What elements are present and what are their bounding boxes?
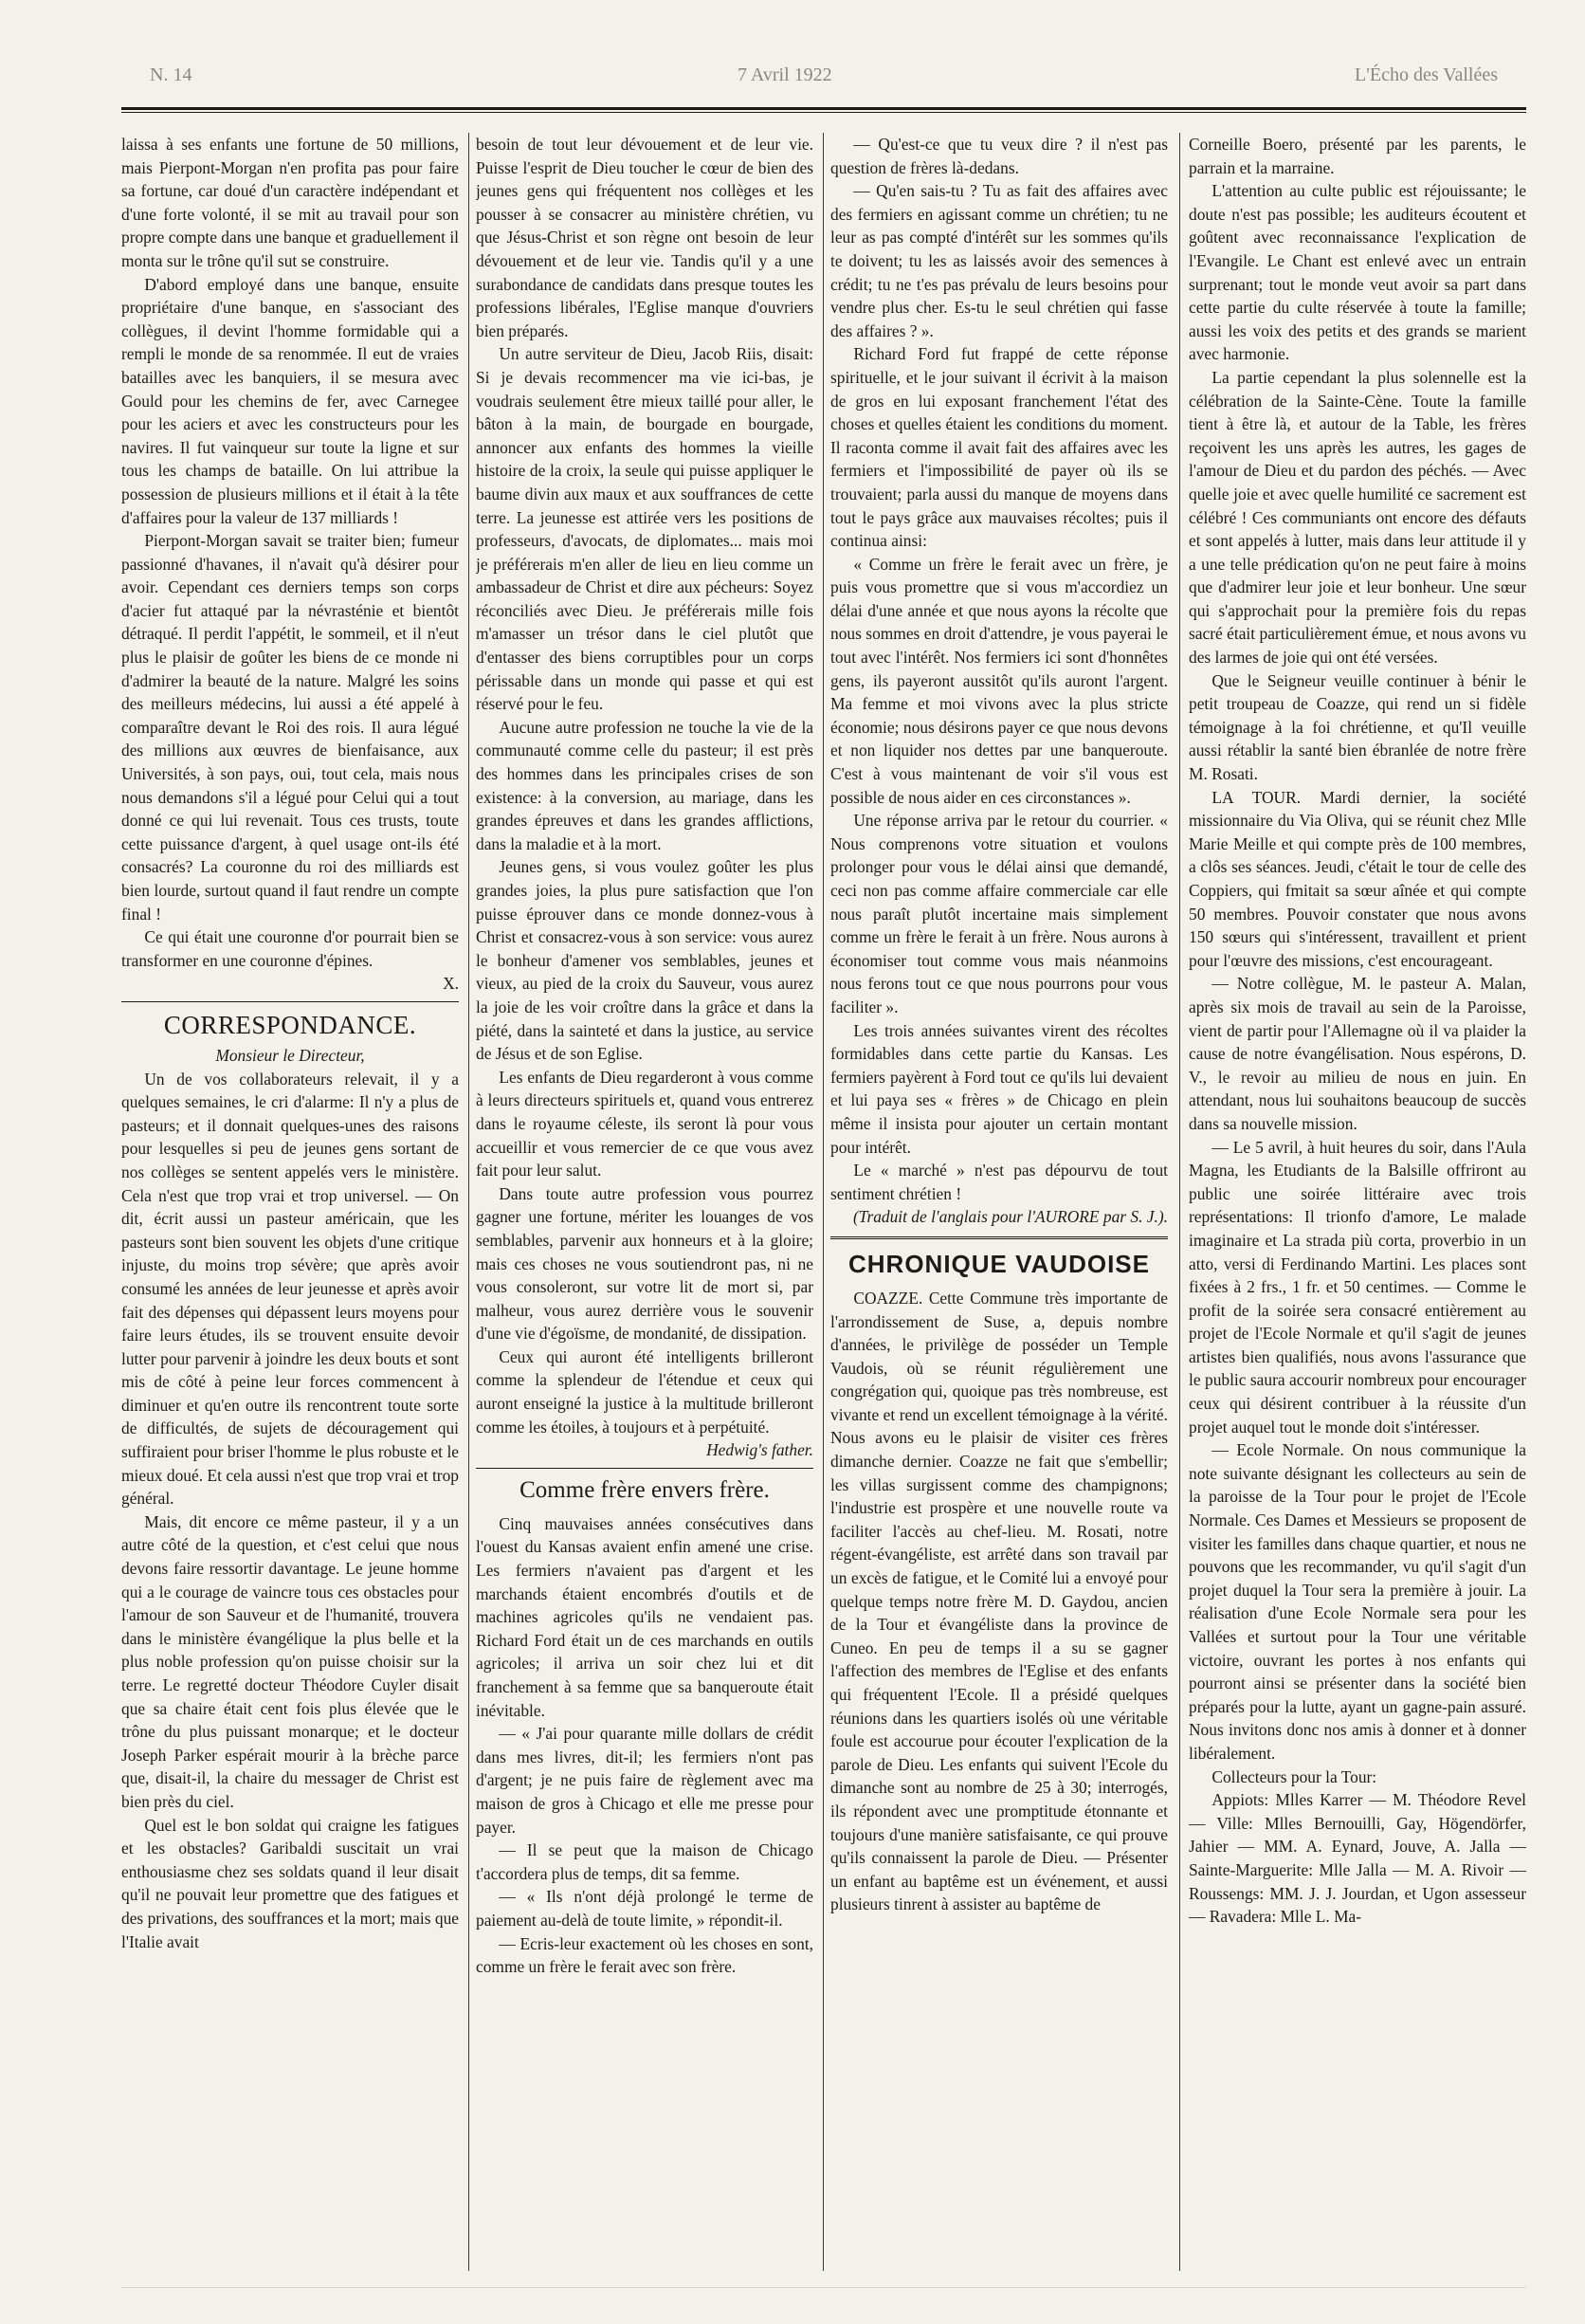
paragraph: — Il se peut que la maison de Chicago t'accordera plus de temps, dit sa femme. [476, 1840, 813, 1883]
paragraph: — Le 5 avril, à huit heures du soir, dans l'Aula Magna, les Etudiants de la Balsille offriront au public une soirée littéraire avec trois représentations: Il trionfo d'amore, Le malade imaginaire et La strada più corta, proverbio in un atto, versi di Ferdinando Martini. Les places sont fixées à 2 frs., 1 fr. et 50 centimes. — Comme le profit de la soirée sera consacré entièrement au projet de l'Ecole Normale et qu'il s'agit de jeunes artistes bien qualifiés, nous avons l'assurance que le public saura accourir nombreux pour encourager ceux qui désirent contribuer à la réussite d'un projet auquel tout le monde doit s'intéresser. [1189, 1137, 1526, 1436]
paragraph: Ceux qui auront été intelligents brilleront comme la splendeur de l'étendue et ceux qui auront enseigné la justice à la multitude brilleront comme les étoiles, à toujours et à perpétuité. [476, 1346, 813, 1436]
section-rule [476, 1468, 813, 1469]
column-2 [476, 133, 813, 2271]
translation-credit: (Traduit de l'anglais pour l'AURORE par S. J.). [852, 1207, 1168, 1227]
bottom-edge [121, 2287, 1526, 2288]
column-1 [121, 133, 459, 2271]
paragraph: Un de vos collaborateurs relevait, il y a quelques semaines, le cri d'alarme: Il n'y a plus de pasteurs; et il donnait quelques-unes des raisons pour lesquelles si peu de jeunes gens sortant de nos collèges se sentent appelés vers le ministère. Cela n'est que trop vrai et trop universel. — On dit, écrit aussi un pasteur américain, que les pasteurs sont bien souvent les objets d'une critique injuste, du moins trop sévère; que après avoir consumé les années de leur jeunesse et après avoir fait des dépenses qui dépassent leurs moyens pour faire leurs études, ils se trouvent ensuite devoir lutter pour parvenir à joindre les deux bouts et sont mis de côté à peine leur forces commencent à diminuer et qu'en outre ils rencontrent toute sorte de difficultés, de sujets de découragement qui suffiraient pour briser l'homme le plus robuste et le mieux doué. Et cela aussi n'est que trop vrai et trop général. [121, 1069, 459, 1509]
paragraph: D'abord employé dans une banque, ensuite propriétaire d'une banque, en s'associant des collègues, il devint l'homme formidable qui a rempli le monde de sa renommée. Il eut de vraies batailles avec les banquiers, il se mesura avec Gould pour les chemins de fer, avec Carnegee pour les aciers et avec les constructeurs pour les navires. Il fut vainqueur sur toute la ligne et sur tous les champs de bataille. On lui attribue la possession de plusieurs millions et il était à la tête d'affaires pour la valeur de 137 milliards ! [121, 274, 459, 527]
paragraph: Ce qui était une couronne d'or pourrait bien se transformer en une couronne d'épines. [121, 927, 459, 970]
paragraph: — Ecris-leur exactement où les choses en sont, comme un frère le ferait avec son frère. [476, 1933, 813, 1977]
column-divider [823, 133, 824, 2271]
section-rule [121, 1001, 459, 1002]
paragraph: COAZZE. Cette Commune très importante de l'arrondissement de Suse, a, depuis nombre d'années, le privilège de posséder un Temple Vaudois, où se réunit régulièrement une congrégation qui, quoique pas très nombreuse, est vivante et rend un excellent témoignage à la vérité. Nous avons eu le plaisir de visiter ces frères dimanche dernier. Coazze ne fait que s'embellir; les villas surgissent comme des champignons; l'industrie est prospère et une nouvelle route va faciliter l'accès au chef-lieu. M. Rosati, notre régent-évangéliste, est arrêté dans son travail par un excès de fatigue, et le Comité lui a envoyé pour quelque temps notre frère M. D. Gaydou, ancien de la Tour et évangéliste dans la province de Cuneo. En peu de temps il a su se gagner l'affection des membres de l'Eglise et des enfants qui fréquentent l'Ecole. Il a présidé quelques réunions dans les quartiers isolés où une véritable foule est accourue pour écouter l'explication de la parole de Dieu. Les enfants qui suivent l'Ecole du dimanche sont au nombre de 25 à 30; interrogés, ils répondent avec une promptitude étonnante et toujours d'une manière satisfaisante, ce qui prouve qu'ils connaissent la parole de Dieu. — Présenter un enfant au baptême est un événement, et aussi plusieurs tinrent à assister au baptême de [830, 1288, 1168, 1914]
paragraph: Appiots: Mlles Karrer — M. Théodore Revel — Ville: Mlles Bernouilli, Gay, Högendörfer, Jahier — MM. A. Eynard, Jouve, A. Jalla — Sainte-Marguerite: Mlle Jalla — M. A. Rivoir — Roussengs: MM. J. J. Jourdan, et Ugon assesseur — Ravadera: Mlle L. Ma- [1189, 1790, 1526, 1927]
paragraph: Les trois années suivantes virent des récoltes formidables dans cette partie du Kansas. Les fermiers payèrent à Ford tout ce qu'ils lui devaient et lui paya ses « frères » de Chicago en plein même il insista pour ajouter un certain montant pour intérêt. [830, 1020, 1168, 1157]
article-heading: Comme frère envers frère. [519, 1476, 770, 1503]
column-divider [1179, 133, 1180, 2271]
paragraph: LA TOUR. Mardi dernier, la société missionnaire du Via Oliva, qui se réunit chez Mlle Marie Meille et qui compte près de 100 membres, a clôs ses séances. Jeudi, c'était le tour de celle des Coppiers, qui fmitait sa sœur aînée et qui compte 50 membres. Pouvoir constater que nous avons 150 sœurs qui s'intéressent, travaillent et prient pour l'œuvre des missions, c'est encourageant. [1189, 787, 1526, 970]
section-rule [830, 1236, 1168, 1241]
paragraph: Aucune autre profession ne touche la vie de la communauté comme celle du pasteur; il est près des hommes dans les principales crises de son existence: à la conversion, au mariage, dans les grandes épreuves et dans les grandes afflictions, dans la maladie et à la mort. [476, 717, 813, 853]
paragraph: — Qu'en sais-tu ? Tu as fait des affaires avec des fermiers en agissant comme un chrétien; tu ne leur as pas compté d'intérêt sur les sommes qu'ils te doivent; tu les as laissés avoir des semences à crédit; tu ne t'es pas prévalu de leurs besoins pour vendre plus cher. Es-tu le seul chrétien qui fasse des affaires ? ». [830, 181, 1168, 340]
paragraph: Pierpont-Morgan savait se traiter bien; fumeur passionné d'havanes, il n'avait qu'à désirer pour avoir. Cependant ces derniers temps son corps d'acier fut attaqué par la névrasténie et bientôt détraqué. Il perdit l'appétit, le sommeil, et il n'eut plus le plaisir de goûter les biens de ce monde ni d'admirer la beauté de la nature. Malgré les soins des meilleurs médecins, lui aussi a été appelé à comparaître devant le Roi des rois. Il aura légué des millions aux œuvres de bienfaisance, aux Universités, à son pays, oui, tout cela, mais nous nous demandons s'il a légué pour Celui qui a tout donné ce qui lui revenait. Tous ces trusts, toute cette puissance d'argent, à quel usage ont-ils été consacrés? La couronne du roi des milliards est bien lourde, surtout quand il faut rendre un compte final ! [121, 531, 459, 924]
paragraph: L'attention au culte public est réjouissante; le doute n'est pas possible; les auditeurs écoutent et goûtent avec reconnaissance l'explication de l'Evangile. Le Chant est enlevé avec un entrain surprenant; tout le monde veut avoir sa part dans cette partie du culte réservée à toute la famille; aussi les voix des petits et des grands se marient avec harmonie. [1189, 181, 1526, 364]
issue-number: N. 14 [150, 64, 192, 85]
paragraph: Collecteurs pour la Tour: [1212, 1766, 1377, 1786]
paragraph: — Qu'est-ce que tu veux dire ? il n'est pas question de frères là-dedans. [830, 135, 1168, 177]
paragraph: Que le Seigneur veuille continuer à bénir le petit troupeau de Coazze, qui rend un si fidèle témoignage à la foi chrétienne, et qu'Il veuille aussi rétablir la santé bien ébranlée de notre frère M. Rosati. [1189, 670, 1526, 784]
paragraph: « Comme un frère le ferait avec un frère, je puis vous promettre que si vous m'accordiez un délai d'une année et que nous ayons la récolte que nous sommes en droit d'attendre, je vous payerai le tout avec l'intérêt. Nos fermiers ici sont d'honnêtes gens, ils payeront aussitôt qu'ils auront l'argent. Ma femme et moi vivons avec la plus stricte économie; nous désirons payer ce que nous devons et non liquider nos dettes par une banqueroute. C'est à vous maintenant de voir s'il vous est possible de nous aider en ces circonstances ». [830, 554, 1168, 807]
section-heading-chronique: CHRONIQUE VAUDOISE [848, 1249, 1150, 1278]
top-rule [121, 107, 1526, 113]
paragraph: La partie cependant la plus solennelle est la célébration de la Sainte-Cène. Toute la famille tient à être là, et autour de la Table, les frères reçoivent les uns après les autres, les gages de l'amour de Dieu et du pardon des péchés. — Avec quelle joie et avec quelle humilité ce sacrement est célébré ! Ces communiants ont encore des défauts et sont appelés à lutter, mais dans leur attitude il y a une telle prédication qu'on ne peut faire à moins que d'admirer leur joie et leur bonheur. Une sœur qui s'approchait pour la première fois du repas sacré était particulièrement émue, et nous avons vu des larmes de joie qui ont été versées. [1189, 367, 1526, 668]
column-3 [830, 133, 1168, 2271]
paragraph: Le « marché » n'est pas dépourvu de tout sentiment chrétien ! [830, 1161, 1168, 1203]
paragraph: Dans toute autre profession vous pourrez gagner une fortune, mériter les louanges de vos semblables, parvenir aux honneurs et à la gloire; mais ces choses ne vous soutiendront pas, ni ne vous consoleront, sur votre lit de mort si, par malheur, vous aurez derrière vous le souvenir d'une vie d'égoïsme, de mondanité, de dissipation. [476, 1183, 813, 1344]
paragraph: Les enfants de Dieu regarderont à vous comme à leurs directeurs spirituels et, quand vous entrerez dans le royaume céleste, ils seront là pour vous accueillir et vous remercier de ce que vous avez fait pour leur salut. [476, 1067, 813, 1180]
paragraph: Corneille Boero, présenté par les parents, le parrain et la marraine. [1189, 135, 1526, 177]
paragraph: — Notre collègue, M. le pasteur A. Malan, après six mois de travail au sein de la Paroisse, vient de partir pour l'Allemagne où il va plaider la cause de notre évangélisation. Nous espérons, D. V., le revoir au milieu de nous en juin. En attendant, nous lui souhaitons beaucoup de succès dans sa nouvelle mission. [1189, 974, 1526, 1133]
column-4 [1189, 133, 1526, 2271]
paragraph: Une réponse arriva par le retour du courrier. « Nous comprenons votre situation et voulons prolonger pour vous le délai ainsi que demandé, ceci non pas comme affaire commerciale car elle nous paraît plutôt incertaine mais simplement comme un frère le ferait à un frère. Nous aurons à économiser tout comme vous mais néanmoins nous ferons tout ce que nous pourrons pour vous faciliter ». [830, 811, 1168, 1016]
paragraph: Mais, dit encore ce même pasteur, il y a un autre côté de la question, et c'est celui que nous devons faire ressortir davantage. Le jeune homme qui a le courage de vaincre tous ces obstacles pour l'amour de son Sauveur et de l'humanité, trouvera dans le ministère évangélique la plus belle et la plus noble profession qu'on puisse choisir sur la terre. Le regretté docteur Théodore Cuyler disait que sa chaire était cent fois plus élevée que le trône du plus puissant monarque; et le docteur Joseph Parker espérait mourir à la brèche parce que, disait-il, la chaire du messager de Christ est bien près du ciel. [121, 1511, 459, 1811]
paragraph: — « J'ai pour quarante mille dollars de crédit dans mes livres, dit-il; les fermiers n'ont pas d'argent; je ne puis faire de règlement avec ma maison de gros à Chicago et elle me presse pour payer. [476, 1724, 813, 1837]
masthead [121, 59, 1526, 101]
paragraph: — Ecole Normale. On nous communique la note suivante désignant les collecteurs au sein de la paroisse de la Tour pour le projet de l'Ecole Normale. Ces Dames et Messieurs se proposent de visiter les familles dans chaque quartier, et nous ne pouvons que les recommander, vu qu'il s'agit d'un projet duquel la Tour sera la première à jouir. La réalisation d'une Ecole Normale sera pour les Vallées et surtout pour la Tour une véritable victoire, ouvrant les portes à nos enfants qui pourront ainsi se présenter dans la société bien préparés pour la lutte, ayant un gagne-pain assuré. Nous invitons donc nos amis à donner et à donner libéralement. [1189, 1440, 1526, 1763]
article-signature: X. [443, 974, 459, 994]
journal-title: L'Écho des Vallées [1355, 64, 1498, 85]
paragraph: Cinq mauvaises années consécutives dans l'ouest du Kansas avaient enfin amené une crise. Les fermiers n'avaient pas d'argent et les marchands étaient encombrés d'outils et de machines agricoles qu'ils ne vendaient pas. Richard Ford était un de ces marchands en outils agricoles; il arriva un soir chez lui et dit franchement à sa femme que sa banqueroute était inévitable. [476, 1513, 813, 1720]
paragraph: Quel est le bon soldat qui craigne les fatigues et les obstacles? Garibaldi suscitait un vrai enthousiasme chez ses soldats quand il leur disait qu'il ne pouvait leur promettre que des fatigues et des privations, des souffrances et la mort; mais que l'Italie avait [121, 1815, 459, 1951]
paragraph: laissa à ses enfants une fortune de 50 millions, mais Pierpont-Morgan n'en profita pas pour faire sa fortune, car doué d'un caractère indépendant et d'une forte volonté, il se mit au travail pour son propre compte dans une banque et graduellement il monta sur le trône qu'il sut se construire. [121, 135, 459, 270]
paragraph: — « Ils n'ont déjà prolongé le terme de paiement au-delà de toute limite, » répondit-il. [476, 1887, 813, 1930]
paragraph: Richard Ford fut frappé de cette réponse spirituelle, et le jour suivant il écrivit à la maison de gros en lui exposant franchement l'état des choses et quelles étaient les conditions du moment. Il raconta comme il avait fait des affaires avec les fermiers et l'impossibilité de payer où ils se trouvaient; parla aussi du manque de moyens dans tout le pays grâce aux mauvaises récoltes; puis il continua ainsi: [830, 344, 1168, 551]
column-divider [468, 133, 469, 2271]
paragraph: Jeunes gens, si vous voulez goûter les plus grandes joies, la plus pure satisfaction que l'on puisse éprouver dans ce monde donnez-vous à Christ et consacrez-vous à son service: vous aurez le bonheur d'amener vos semblables, jeunes et vieux, au pied de la croix du Sauveur, vous aurez la joie de les voir croître dans la grâce et dans la piété, dans la sainteté et dans la justice, au service de Jésus et de son Eglise. [476, 857, 813, 1064]
section-heading-correspondance: CORRESPONDANCE. [163, 1010, 417, 1039]
paragraph: besoin de tout leur dévouement et de leur vie. Puisse l'esprit de Dieu toucher le cœur de bien des jeunes gens qui fréquentent nos collèges et les pousser à se consacrer au ministère chrétien, vu que Jésus-Christ et son règne ont besoin de leur dévouement et de leur vie. Tandis qu'il y a une surabondance de candidats dans presque toutes les professions libérales, l'Eglise manque d'ouvriers bien préparés. [476, 135, 813, 340]
article-signature: Hedwig's father. [706, 1440, 813, 1460]
issue-date: 7 Avril 1922 [738, 64, 832, 85]
letter-salutation: Monsieur le Directeur, [215, 1045, 365, 1065]
paragraph: Un autre serviteur de Dieu, Jacob Riis, disait: Si je devais recommencer ma vie ici-bas, je voudrais seulement être mieux taillé pour aller, le bâton à la main, de bourgade en bourgade, annoncer aux enfants des hommes la vieille histoire de la croix, la seule qui puisse appliquer le baume divin aux maux et aux souffrances de cette terre. La jeunesse est attirée vers les positions de professeurs, d'avocats, de diplomates... mais moi je préférerais m'en aller de lieu en lieu comme un ambassadeur de Christ et dire aux pécheurs: Soyez réconciliés avec Dieu. Je préférerais mille fois m'amasser un trésor dans le ciel plutôt que d'entasser des biens corruptibles pour un corps périssable dans un monde qui passe et qui est réservé pour le feu. [476, 344, 813, 714]
